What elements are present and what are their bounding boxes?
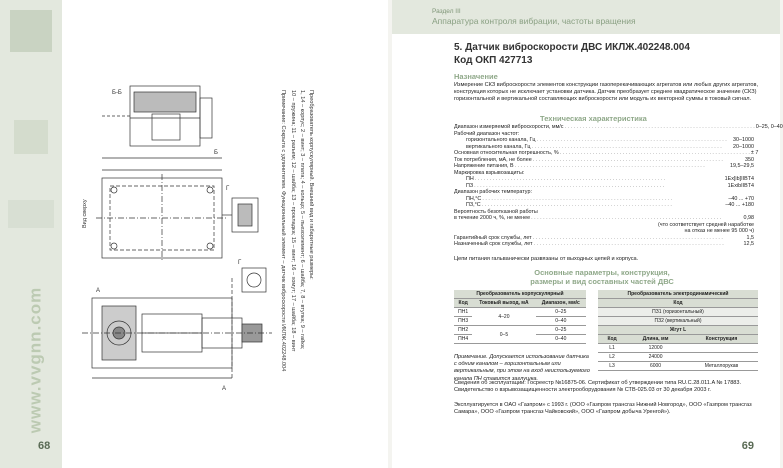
- spec-leader: . . . . . . . . . . . . . . . . . . . . . . . . . . . . . . . . . . . . . . . . . . . . . . . . . . . . . . . . . . . . . . . .: [531, 215, 722, 221]
- watermark-text: www.vvgnn.com: [25, 286, 45, 434]
- cell: 0–5: [472, 326, 535, 344]
- table1-col-current: Токовый выход, мА: [472, 299, 535, 308]
- tech-heading: Техническая характеристика: [540, 114, 647, 123]
- watermark: [2, 286, 62, 434]
- spec-value: –40 ... +180: [725, 202, 754, 208]
- cell: 0–40: [536, 317, 586, 326]
- table1-col-code: Код: [454, 299, 472, 308]
- spec-label: Основная относительная погрешность, %: [454, 150, 559, 156]
- spec-label: ПН,°С: [466, 195, 482, 202]
- header-band: [392, 0, 780, 34]
- table-row: [598, 344, 758, 353]
- technical-drawing: [72, 78, 282, 398]
- document-title: 5. Датчик виброскорости ДВС ИКЛЖ.402248.004: [454, 42, 690, 53]
- spec-label: Вероятность безотказной работы: [454, 208, 538, 215]
- decor-square: [10, 10, 52, 52]
- spec-label: вертикального канала, Гц: [466, 143, 531, 150]
- spec-row: [454, 241, 754, 248]
- cell: L2: [598, 353, 626, 362]
- spec-label: Диапазон измеряемой виброскорости, мм/с: [454, 124, 564, 130]
- drawing-caption: [272, 90, 316, 390]
- spec-label: Рабочий диапазон частот:: [454, 130, 520, 137]
- spec-value: 0,98: [743, 215, 754, 221]
- left-page: [0, 0, 388, 468]
- cell: ПН3: [454, 317, 472, 326]
- label-section: Б-Б: [112, 90, 122, 96]
- spec-label: Ток потребления, мА, не более: [454, 156, 532, 163]
- page-number-right: 69: [741, 440, 754, 452]
- table-row: [454, 308, 586, 317]
- spec-leader: . . . . . . . . . . . . . . . . . . . . . . . . . . . . . . . . . . . . . . . . . . . . . . . . . . . . . . . . . . . . . . . .: [482, 195, 673, 202]
- cell: 6000: [626, 362, 685, 371]
- cell: ПЗ2 (вертикальный): [598, 317, 758, 326]
- table2-group-header: Преобразователь электродинамический: [598, 290, 758, 299]
- cell: L3: [598, 362, 626, 371]
- spec-label: ПЗ,°С: [466, 202, 481, 208]
- exploitation-text: Эксплуатируется в ОАО «Газпром» с 1993 г. (ООО «Газпром трансгаз Нижний Новгород», ООО «Газпром трансгаз Самара», ООО «Газпром трансгаз Чайковский», ООО «Газпром добыча Уренгой»).: [454, 402, 752, 416]
- spec-value: 1ExibIIBT4: [727, 182, 754, 189]
- cell: 24000: [626, 353, 685, 362]
- spec-value: 1,5: [746, 234, 754, 241]
- spec-list: [454, 124, 783, 248]
- isolation-note: Цепи питания гальванически развязаны от выходных цепей и корпуса.: [454, 256, 639, 262]
- table2-sub-header: Жгут L: [598, 326, 758, 335]
- spec-label: в течение 2000 ч, %, не менее: [454, 215, 531, 221]
- table2-col-code2: Код: [598, 335, 626, 344]
- spec-label: Маркировка взрывозащиты:: [454, 169, 525, 176]
- label-a: А: [96, 288, 101, 294]
- cell: 0–25: [536, 308, 586, 317]
- cell: ПЗ1 (горизонтальный): [598, 308, 758, 317]
- table1-col-range: Диапазон, мм/с: [536, 299, 586, 308]
- label-g2: Г: [238, 260, 242, 266]
- table-row: [598, 353, 758, 362]
- cell: ПН2: [454, 326, 472, 335]
- label-b: Б: [214, 150, 218, 156]
- table2-col-design: Конструкция: [685, 335, 758, 344]
- spec-label: Диапазон рабочих температур:: [454, 189, 532, 195]
- table-row: [454, 326, 586, 335]
- spec-value: 1Ex[ib]IIBT4: [724, 176, 754, 182]
- spec-label: Назначенный срок службы, лет: [454, 241, 533, 247]
- spec-leader: . . . . . . . . . . . . . . . . . . . . . . . . . . . . . . . . . . . . . . . . . . . . . . . . . . . . . . . . . . . . . . . .: [559, 150, 750, 156]
- purpose-text: Измерение СКЗ виброскорости элементов конструкции газоперекачивающих агрегатов или любых других агрегатов, конструкция которых не исключает установки датчика. Датчик преобразует среднее квадратическое значение (СКЗ) горизонтальной и вертикальной составляющих виброскорости или модуль их векторной суммы в токовый сигнал.: [454, 82, 759, 103]
- caption-line: Примечание: Сокрыта с удлинителем. Функциональный элемент – датчик виброскорости ИКЛЖ.402248.004: [280, 90, 286, 372]
- right-page: [392, 0, 783, 468]
- cell: 12000: [626, 344, 685, 353]
- spec-value: 19,5–29,5: [730, 163, 754, 169]
- caption-line: 1, 14 – корпус; 2 – винт; 3 – плата; 4 – кольцо; 5 – пьезоэлемент; 6 – шайба; 7, 8 – втулка; 9 – гайка;: [299, 90, 305, 350]
- spec-leader: . . . . . . . . . . . . . . . . . . . . . . . . . . . . . . . . . . . . . . . . . . . . . . . . . . . . . . . . . . . . . . . .: [533, 241, 724, 247]
- spec-leader: . . . . . . . . . . . . . . . . . . . . . . . . . . . . . . . . . . . . . . . . . . . . . . . . . . . . . . . . . . . . . . . .: [564, 124, 755, 130]
- caption-line: Преобразователь корпускулярный. Внешний вид и габаритные размеры:: [308, 90, 314, 280]
- table-row: [598, 317, 758, 326]
- spec-leader: . . . . . . . . . . . . . . . . . . . . . . . . . . . . . . . . . . . . . . . . . . . . . . . . . . . . . . . . . . . . . . . .: [536, 137, 727, 143]
- cell: 0–25: [536, 326, 586, 335]
- params-heading-1: Основные параметры, конструкция,: [534, 268, 670, 277]
- spec-leader: . . . . . . . . . . . . . . . . . . . . . . . . . . . . . . . . . . . . . . . . . . . . . . . . . . . . . . . . . . . . . . . .: [532, 156, 723, 163]
- cell: [685, 344, 758, 353]
- table2-col-length: Длина, мм: [626, 335, 685, 344]
- table1-group-header: Преобразователь корпускулярный: [454, 290, 586, 299]
- cell: Металлорукав: [685, 362, 758, 371]
- cell: 4–20: [472, 308, 535, 326]
- params-heading-2: размеры и вид составных частей ДВС: [530, 277, 674, 286]
- decor-square: [14, 120, 48, 154]
- label-a2: А: [222, 386, 227, 392]
- table-row: [598, 308, 758, 317]
- table-corpuscular: [454, 290, 586, 344]
- spec-leader: . . . . . . . . . . . . . . . . . . . . . . . . . . . . . . . . . . . . . . . . . . . . . . . . . . . . . . . . . . . . . . . .: [531, 143, 722, 150]
- spec-leader: . . . . . . . . . . . . . . . . . . . . . . . . . . . . . . . . . . . . . . . . . . . . . . . . . . . . . . . . . . . . . . . .: [532, 234, 723, 241]
- spec-value: 350: [745, 156, 754, 163]
- cell: L1: [598, 344, 626, 353]
- table-electrodynamic: [598, 290, 758, 371]
- label-g: Г: [226, 186, 230, 192]
- spec-leader: . . . . . . . . . . . . . . . . . . . . . . . . . . . . . . . . . . . . . . . . . . . . . . . . . . . . . . . . . . . . . . . .: [474, 182, 665, 189]
- decor-square: [8, 200, 54, 228]
- caption-line: 10 – пружина; 11 – разъем; 12 – шайба; 13 – прокладка; 15 – винт; 16 – хомут; 17 – шайба; 18 – винт: [290, 90, 296, 352]
- table-row: [598, 362, 758, 371]
- spec-label: горизонтального канала, Гц: [466, 137, 536, 143]
- spec-value: 0–25, 0–40: [755, 124, 783, 130]
- spec-label: Напряжение питания, В: [454, 163, 514, 169]
- section-label: Раздел III: [432, 8, 461, 15]
- spec-leader: . . . . . . . . . . . . . . . . . . . . . . . . . . . . . . . . . . . . . . . . . . . . . . . . . . . . . . . . . . . . . . . .: [474, 176, 665, 182]
- cell: 0–40: [536, 335, 586, 344]
- spec-value: 12,5: [743, 241, 754, 247]
- cell: ПН1: [454, 308, 472, 317]
- spec-leader: . . . . . . . . . . . . . . . . . . . . . . . . . . . . . . . . . . . . . . . . . . . . . . . . . . . . . . . . . . . . . . . .: [514, 163, 705, 169]
- table2-col-code: Код: [598, 299, 758, 308]
- label-view: Вид сверху: [82, 199, 88, 228]
- spec-value: 20–1000: [733, 143, 754, 150]
- spec-value: –40 ... +70: [728, 195, 754, 202]
- cell: [685, 353, 758, 362]
- spec-value: на отказ не менее 95 000 ч): [684, 228, 754, 234]
- spec-value: ± 7: [750, 150, 759, 156]
- spec-label: Гарантийный срок службы, лет: [454, 234, 532, 241]
- purpose-heading: Назначение: [454, 72, 498, 81]
- page-number-left: 68: [38, 440, 51, 452]
- section-title: Аппаратура контроля вибрации, частоты вращения: [432, 16, 636, 26]
- spec-label: ПН: [466, 176, 474, 182]
- okp-code: Код ОКП 427713: [454, 55, 533, 66]
- spec-label: ПЗ: [466, 182, 474, 189]
- spec-leader: . . . . . . . . . . . . . . . . . . . . . . . . . . . . . . . . . . . . . . . . . . . . . . . . . . . . . . . . . . . . . . . .: [481, 202, 672, 208]
- spec-value: 30–1000: [733, 137, 754, 143]
- cell: ПН4: [454, 335, 472, 344]
- operation-text: Сведения об эксплуатации: Госреестр №16875-06. Сертификат об утверждении типа RU.C.28.011.A № 17883. Свидетельство о взрывозащищенности электрооборудования № СТВ-025.03 от 30 декабря 2003 г.: [454, 380, 742, 394]
- spec-value: (что соответствует средней наработке: [658, 221, 754, 228]
- note-text: Примечание. Допускается использование датчика с одним каналом – горизонтальным или вертикальным, при этом на вход неиспользуемого канала ПН ставится заглушка.: [454, 354, 590, 382]
